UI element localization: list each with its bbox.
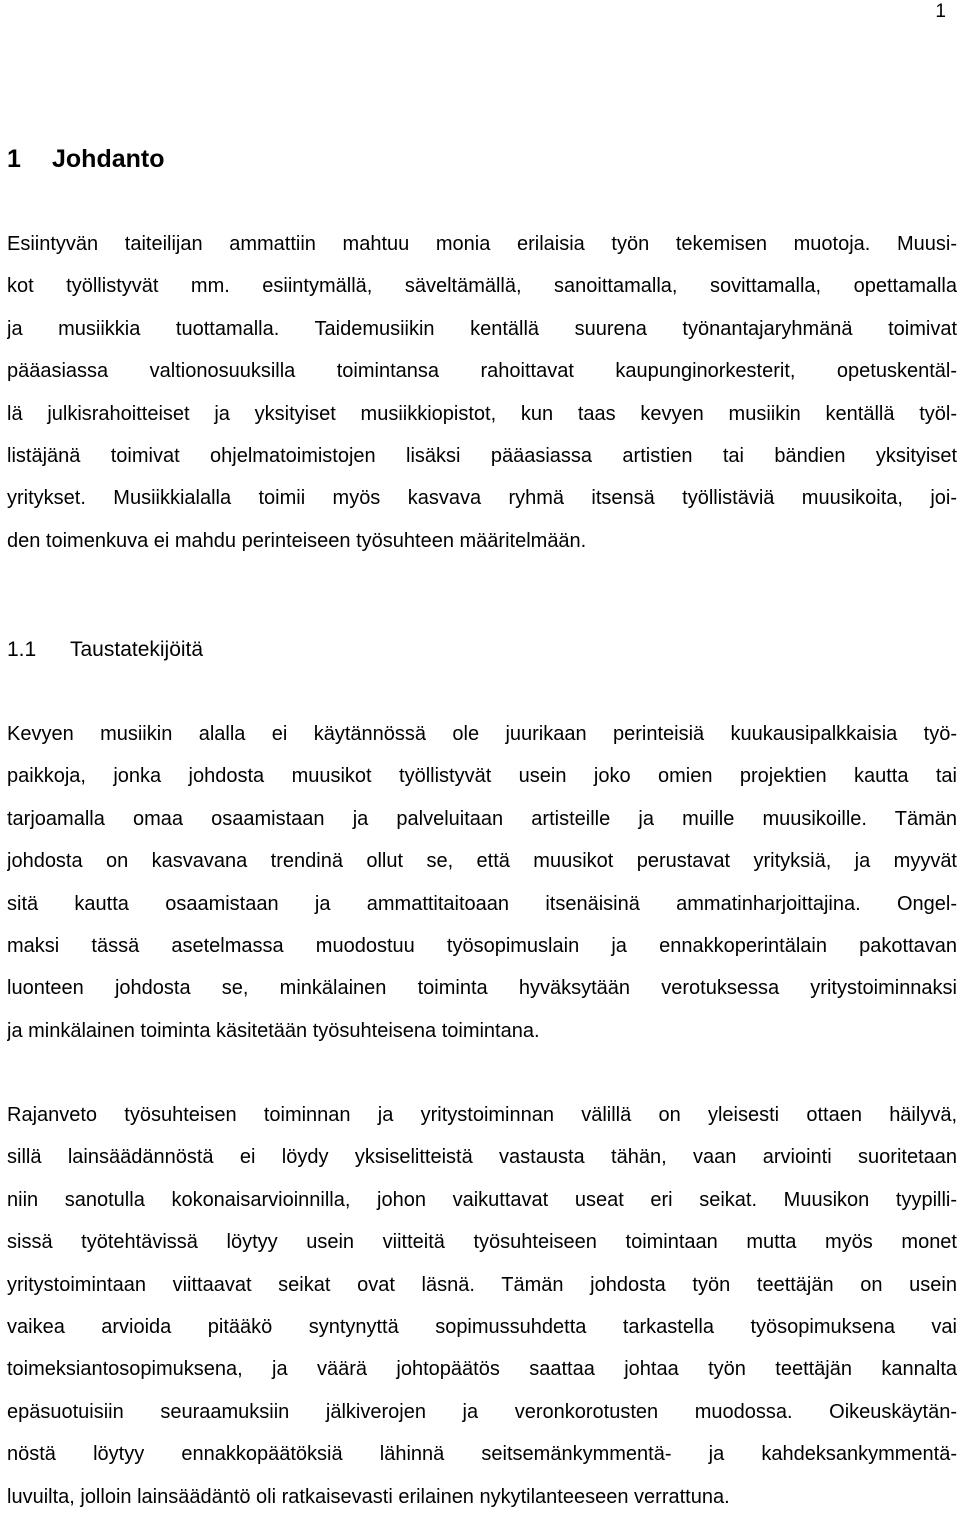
paragraph-line: paikkoja, jonka johdosta muusikot työllistyvät usein joko omien projektien kautta tai — [7, 765, 957, 788]
paragraph-line: johdosta on kasvavana trendinä ollut se, että muusikot perustavat yrityksiä, ja myyvät — [7, 850, 957, 873]
paragraph-line: listäjänä toimivat ohjelmatoimistojen lisäksi pääasiassa artistien tai bändien yksityiset — [7, 445, 957, 468]
chapter-number: 1 — [7, 145, 21, 173]
section-paragraph-1 — [7, 713, 957, 1052]
paragraph-line: sissä työtehtävissä löytyy usein viitteitä työsuhteiseen toimintaan mutta myös monet — [7, 1231, 957, 1254]
intro-paragraph — [7, 223, 957, 562]
chapter-title: Johdanto — [52, 145, 165, 173]
paragraph-line: sitä kautta osaamistaan ja ammattitaitoaan itsenäisinä ammatinharjoittajina. Ongel- — [7, 892, 957, 915]
paragraph-line: niin sanotulla kokonaisarvioinnilla, johon vaikuttavat useat eri seikat. Muusikon tyypilli- — [7, 1188, 957, 1211]
section-paragraph-2 — [7, 1094, 957, 1518]
paragraph-line: maksi tässä asetelmassa muodostuu työsopimuslain ja ennakkoperintälain pakottavan — [7, 935, 957, 958]
page-number: 1 — [935, 1, 946, 22]
paragraph-line: kot työllistyvät mm. esiintymällä, säveltämällä, sanoittamalla, sovittamalla, opettamalla — [7, 275, 957, 298]
section-heading — [7, 636, 203, 664]
section-number: 1.1 — [7, 638, 37, 661]
paragraph-line: epäsuotuisiin seuraamuksiin jälkiverojen ja veronkorotusten muodossa. Oikeuskäytän- — [7, 1400, 957, 1423]
paragraph-line: tarjoamalla omaa osaamistaan ja palveluitaan artisteille ja muille muusikoille. Tämän — [7, 807, 957, 830]
paragraph-line: den toimenkuva ei mahdu perinteiseen työsuhteen määritelmään. — [7, 529, 587, 552]
paragraph-line: pääasiassa valtionosuuksilla toimintansa rahoittavat kaupunginorkesterit, opetuskentäl- — [7, 360, 957, 383]
paragraph-line: ja musiikkia tuottamalla. Taidemusiikin kentällä suurena työnantajaryhmänä toimivat — [7, 317, 957, 340]
section-title: Taustatekijöitä — [70, 638, 204, 661]
paragraph-line: lä julkisrahoitteiset ja yksityiset musiikkiopistot, kun taas kevyen musiikin kentällä työl- — [7, 402, 957, 425]
paragraph-line: ja minkälainen toiminta käsitetään työsuhteisena toimintana. — [7, 1019, 540, 1042]
paragraph-line: Rajanveto työsuhteisen toiminnan ja yritystoiminnan välillä on yleisesti ottaen häilyvä, — [7, 1104, 957, 1126]
paragraph-line: toimeksiantosopimuksena, ja väärä johtopäätös saattaa johtaa työn teettäjän kannalta — [7, 1358, 957, 1381]
paragraph-line: vaikea arvioida pitääkö syntynyttä sopimussuhdetta tarkastella työsopimuksena vai — [7, 1316, 957, 1339]
paragraph-line: luvuilta, jolloin lainsäädäntö oli ratkaisevasti erilainen nykytilanteeseen verrattuna. — [7, 1485, 730, 1508]
paragraph-line: Kevyen musiikin alalla ei käytännössä ole juurikaan perinteisiä kuukausipalkkaisia työ- — [7, 723, 957, 745]
paragraph-line: Esiintyvän taiteilijan ammattiin mahtuu monia erilaisia työn tekemisen muotoja. Muusi- — [7, 233, 957, 255]
paragraph-line: yritykset. Musiikkialalla toimii myös kasvava ryhmä itsensä työllistäviä muusikoita, joi- — [7, 487, 957, 510]
chapter-heading — [7, 143, 165, 175]
paragraph-line: nöstä löytyy ennakkopäätöksiä lähinnä seitsemänkymmentä- ja kahdeksankymmentä- — [7, 1443, 957, 1466]
paragraph-line: luonteen johdosta se, minkälainen toiminta hyväksytään verotuksessa yritystoiminnaksi — [7, 977, 957, 1000]
paragraph-line: sillä lainsäädännöstä ei löydy yksiselitteistä vastausta tähän, vaan arviointi suoritetaan — [7, 1146, 957, 1169]
paragraph-line: yritystoimintaan viittaavat seikat ovat läsnä. Tämän johdosta työn teettäjän on usein — [7, 1273, 957, 1296]
